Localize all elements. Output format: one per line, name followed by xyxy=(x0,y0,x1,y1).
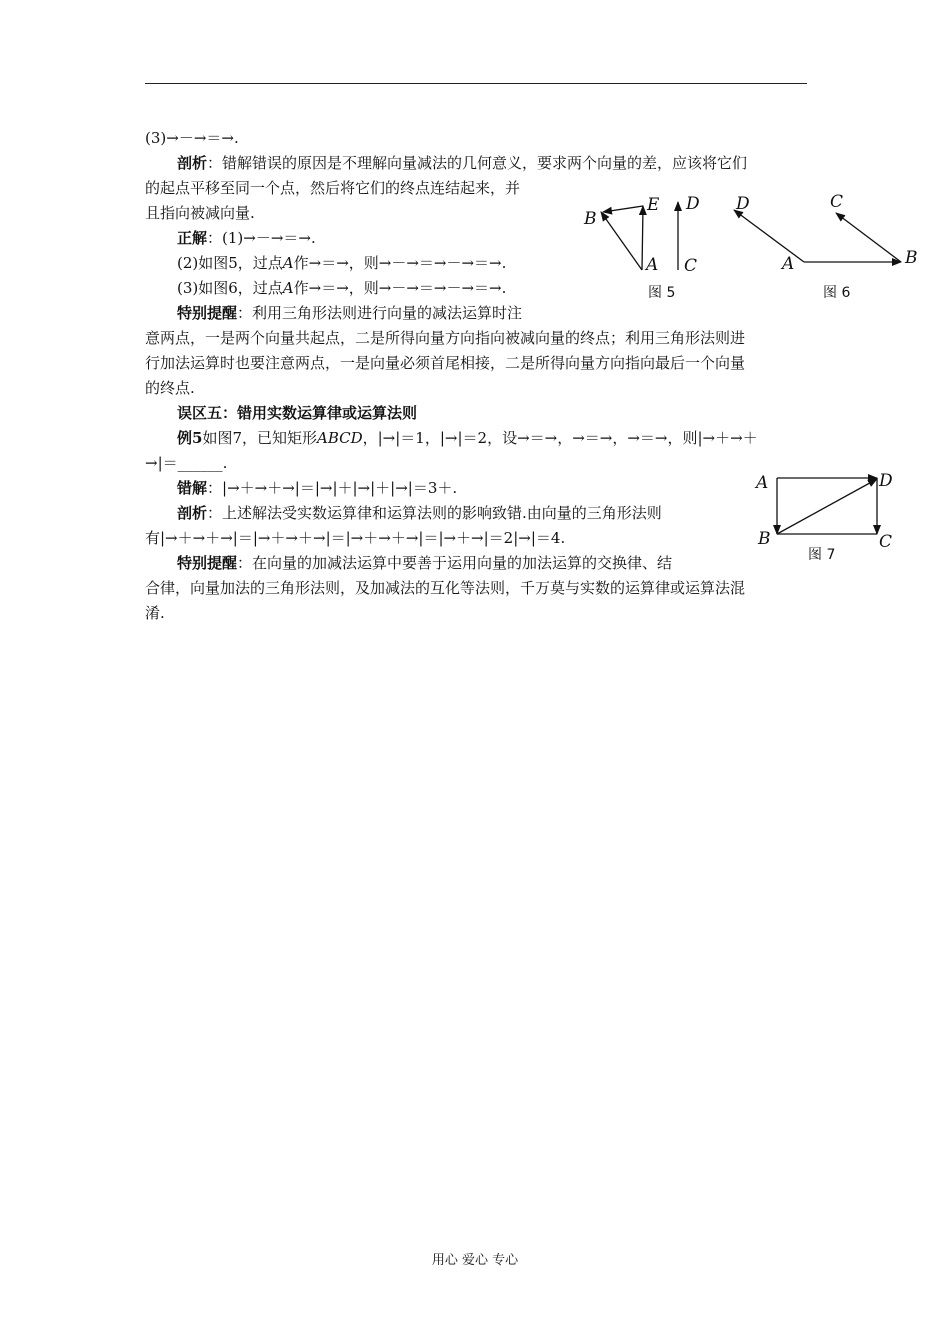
diagonal-BD xyxy=(777,479,877,534)
point-A-label: A xyxy=(756,473,769,493)
point-A-label: A xyxy=(646,255,659,275)
text-line xyxy=(177,428,758,448)
text: (3)→－→＝→. xyxy=(145,129,239,147)
label-example: 例5 xyxy=(177,429,203,447)
text: 有|→＋→＋→|＝|→＋→＋→|＝|→＋→＋→|＝|→＋→|＝2|→|＝4. xyxy=(145,529,566,547)
point-A-label: A xyxy=(782,254,795,274)
label-analysis: 剖析 xyxy=(177,504,208,522)
point-C-label: C xyxy=(830,192,844,212)
text: 行加法运算时也要注意两点，一是向量必须首尾相接，二是所得向量方向指向最后一个向量 xyxy=(145,354,746,372)
text-line xyxy=(177,503,662,523)
point-label: A xyxy=(282,279,294,297)
text-line xyxy=(145,328,745,348)
label-solution: 正解 xyxy=(177,229,208,247)
text-line xyxy=(145,453,227,473)
figure-6-caption: 图 6 xyxy=(823,285,851,301)
text-line xyxy=(177,253,506,273)
text: 合律，向量加法的三角形法则，及加减法的互化等法则，千万莫与实数的运算律或运算法混 xyxy=(145,579,746,597)
text: 的起点平移至同一个点，然后将它们的终点连结起来，并 xyxy=(145,179,521,197)
text-line xyxy=(177,478,457,498)
text: 的终点. xyxy=(145,379,195,397)
point-D-label: D xyxy=(686,194,700,214)
label-analysis: 剖析 xyxy=(177,154,208,172)
text-line xyxy=(145,603,165,623)
text: →|＝______. xyxy=(145,454,228,472)
text: 作→＝→，则→－→＝→－→＝→. xyxy=(293,254,507,272)
text: ：利用三角形法则进行向量的减法运算时注 xyxy=(237,304,523,322)
point-label: A xyxy=(282,254,294,272)
point-C-label: C xyxy=(879,532,893,552)
text: (2)如图5，过点 xyxy=(177,254,283,272)
point-C-label: C xyxy=(684,256,698,276)
header-rule xyxy=(145,83,807,84)
text-line xyxy=(145,528,565,548)
label-wrong: 错解 xyxy=(177,479,208,497)
point-B-label: B xyxy=(758,529,771,549)
text-line xyxy=(145,203,255,223)
point-D-label: D xyxy=(736,194,750,214)
vector-EB xyxy=(603,206,643,212)
text: (3)如图6，过点 xyxy=(177,279,283,297)
text: ：在向量的加减法运算中要善于运用向量的加法运算的交换律、结 xyxy=(237,554,673,572)
text: 如图7，已知矩形 xyxy=(202,429,317,447)
label-reminder: 特别提醒 xyxy=(177,304,238,322)
page-footer: 用心 爱心 专心 xyxy=(431,1253,519,1268)
text-line xyxy=(145,578,745,598)
text-line xyxy=(145,178,520,198)
text-line xyxy=(177,278,506,298)
text: ：上述解法受实数运算律和运算法则的影响致错.由向量的三角形法则 xyxy=(207,504,662,522)
text: ，|→|＝1，|→|＝2，设→＝→，→＝→，→＝→，则|→＋→＋ xyxy=(362,429,758,447)
heading-text: 误区五：错用实数运算律或运算法则 xyxy=(177,404,418,422)
text-line xyxy=(177,303,522,323)
figure-7-caption: 图 7 xyxy=(808,547,836,563)
vector-BC xyxy=(836,213,901,262)
figure-5-caption: 图 5 xyxy=(648,285,676,301)
figure-5-diagram xyxy=(570,188,720,283)
figure-6-diagram xyxy=(720,185,920,275)
point-D-label: D xyxy=(879,471,893,491)
text: 且指向被减向量. xyxy=(145,204,255,222)
point-E-label: E xyxy=(647,195,660,215)
text: 意两点，一是两个向量共起点，二是所得向量方向指向被减向量的终点；利用三角形法则进 xyxy=(145,329,746,347)
text-line xyxy=(145,128,239,148)
text: ：错解错误的原因是不理解向量减法的几何意义，要求两个向量的差，应该将它们 xyxy=(207,154,748,172)
text: 作→＝→，则→－→＝→－→＝→. xyxy=(293,279,507,297)
point-B-label: B xyxy=(584,209,597,229)
text-line xyxy=(145,378,195,398)
label-reminder: 特别提醒 xyxy=(177,554,238,572)
text-line xyxy=(177,228,316,248)
text-line xyxy=(177,553,672,573)
point-B-label: B xyxy=(905,248,918,268)
text: ：(1)→－→＝→. xyxy=(207,229,316,247)
rect-label: ABCD xyxy=(316,429,363,447)
vector-AB xyxy=(601,212,642,270)
figure-7-diagram xyxy=(750,464,910,554)
text: 淆. xyxy=(145,604,165,622)
text: ：|→＋→＋→|＝|→|＋|→|＋|→|＝3＋. xyxy=(207,479,458,497)
vector-AE xyxy=(642,206,643,270)
section-heading xyxy=(177,403,417,423)
text-line xyxy=(145,353,745,373)
text-line xyxy=(177,153,747,173)
